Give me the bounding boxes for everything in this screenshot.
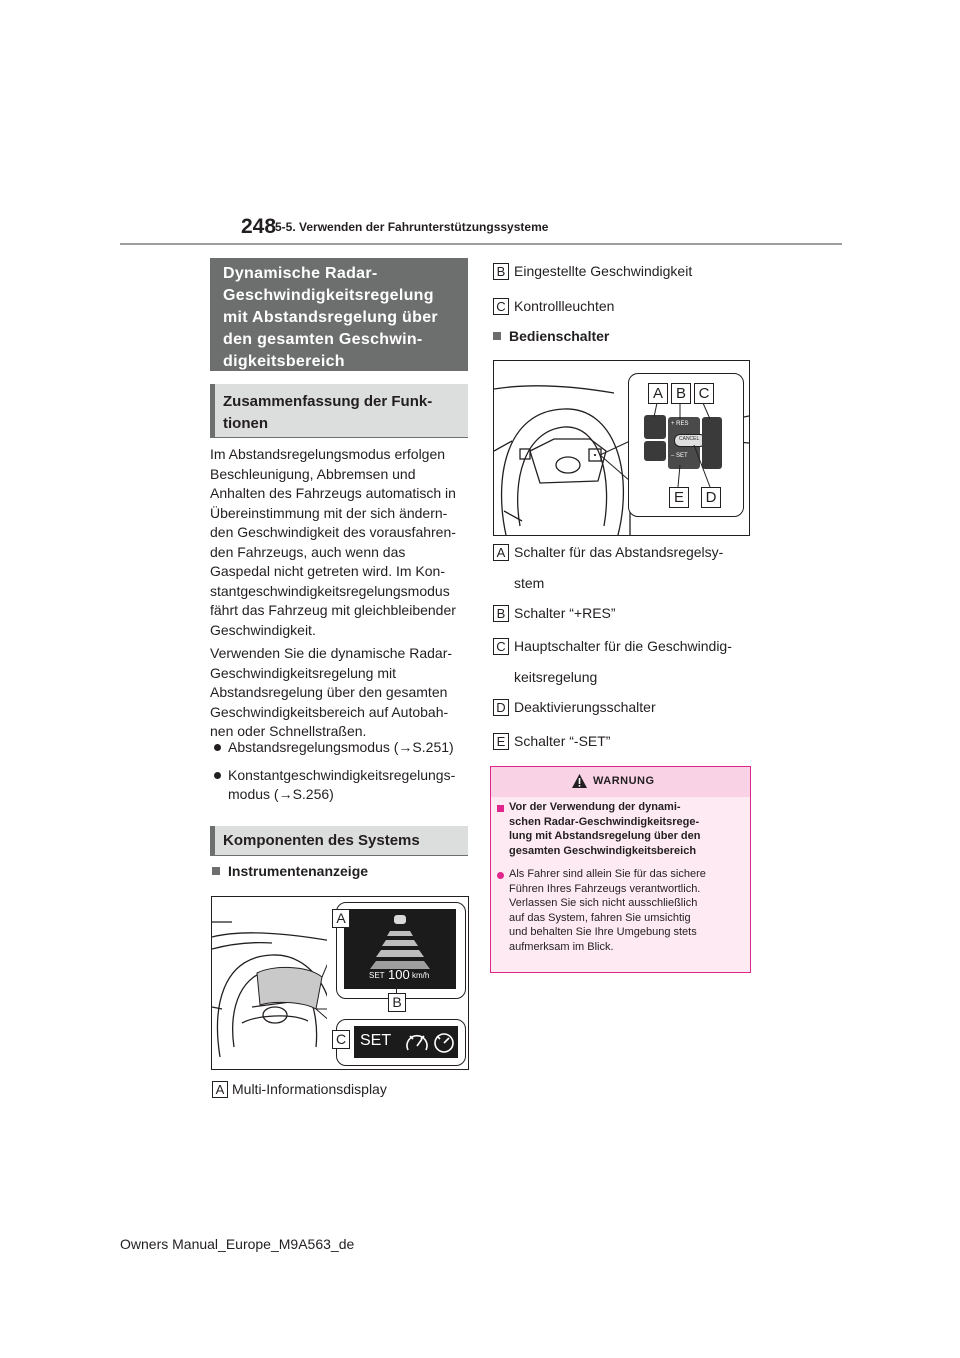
callout-tag-b: B <box>388 993 406 1012</box>
item-a-switch-text: Schalter für das Abstandsregelsy- <box>514 544 724 560</box>
item-c-switch-text: Hauptschalter für die Geschwindig- <box>514 638 732 654</box>
paragraph-line: Abstandsregelung über den gesamten <box>210 684 448 700</box>
paragraph-line: Im Abstandsregelungsmodus erfolgen <box>210 446 446 462</box>
res-label: + RES <box>671 421 689 427</box>
callout-tag-a: A <box>332 909 350 928</box>
item-c-text: Kontrollleuchten <box>514 298 615 314</box>
cancel-label: CANCEL <box>679 436 700 442</box>
callout-tag-c: C <box>332 1030 350 1049</box>
paragraph-line: Anhalten des Fahrzeugs automatisch in <box>210 485 456 501</box>
item-tag-b: B <box>493 605 509 622</box>
title-line: digkeitsbereich <box>223 353 345 370</box>
warning-bullet-icon <box>497 872 504 879</box>
heading-line: Komponenten des Systems <box>223 832 420 849</box>
square-bullet-icon <box>212 867 220 875</box>
warning-title: WARNUNG <box>593 775 655 787</box>
instrument-figure <box>211 896 469 1070</box>
cruise-indicator-icons <box>404 1030 456 1056</box>
footer-manual-id: Owners Manual_Europe_M9A563_de <box>120 1236 355 1252</box>
switch-tag-a: A <box>648 383 668 404</box>
warning-line: Verlassen Sie sich nicht ausschließlich <box>509 897 698 909</box>
switch-leader-lines <box>494 361 749 535</box>
item-b-text: Eingestellte Geschwindigkeit <box>514 263 693 279</box>
mid-display <box>344 909 456 989</box>
bullet-constant-mode-cont: modus (→S.256) <box>228 786 334 802</box>
item-tag-b: B <box>493 263 509 280</box>
switch-heading: Bedienschalter <box>509 328 610 344</box>
set-indicator: SET <box>360 1032 392 1049</box>
warning-heading-line: Vor der Verwendung der dynami- <box>509 801 681 813</box>
paragraph-line: nen oder Schnellstraßen. <box>210 723 367 739</box>
switch-tag-d: D <box>701 487 721 508</box>
warning-body <box>491 797 750 972</box>
indicator-display <box>354 1026 458 1058</box>
summary-heading <box>210 384 468 438</box>
chapter-title-box <box>210 258 468 371</box>
warning-square-icon <box>497 805 504 812</box>
warning-line: Als Fahrer sind allein Sie für das sichere <box>509 868 706 880</box>
bullet-icon <box>214 744 221 751</box>
item-tag-e: E <box>493 733 509 750</box>
paragraph-line: Beschleunigung, Abbremsen und <box>210 465 416 482</box>
item-tag-c: C <box>493 638 509 655</box>
warning-heading <box>509 800 701 858</box>
switch-tag-c: C <box>694 383 714 404</box>
item-a-text: Multi-Informationsdisplay <box>232 1081 387 1097</box>
title-line: den gesamten Geschwin- <box>223 331 423 348</box>
warning-line: Führen Ihres Fahrzeugs verantwortlich. <box>509 882 701 895</box>
switch-tag-e: E <box>669 487 689 508</box>
warning-text <box>509 867 706 954</box>
paragraph-line: Gaspedal nicht getreten wird. Im Kon- <box>210 563 446 579</box>
instrument-heading: Instrumentenanzeige <box>228 863 369 879</box>
warning-heading-line: gesamten Geschwindigkeitsbereich <box>509 844 697 857</box>
heading-line: tionen <box>223 415 268 432</box>
leader-line <box>396 983 397 993</box>
item-tag-d: D <box>493 699 509 716</box>
paragraph-line: fährt das Fahrzeug mit gleichbleibender <box>210 602 456 618</box>
speed-unit: km/h <box>412 971 430 980</box>
paragraph-line: Verwenden Sie die dynamische Radar- <box>210 645 453 661</box>
title-line: Geschwindigkeitsregelung <box>223 287 434 304</box>
paragraph-line: stantgeschwindigkeitsregelungsmodus <box>210 582 450 599</box>
title-line: Dynamische Radar- <box>223 265 378 282</box>
item-tag-a: A <box>493 544 509 561</box>
header-rule <box>120 243 842 245</box>
bullet-icon <box>214 772 221 779</box>
switch-figure <box>493 360 750 536</box>
bullet-distance-mode: Abstandsregelungsmodus (→S.251) <box>228 739 454 755</box>
warning-line: aufmerksam im Blick. <box>509 940 614 953</box>
paragraph-usage <box>210 644 472 742</box>
item-e-switch-text: Schalter “-SET” <box>514 733 611 749</box>
item-d-switch-text: Deaktivierungsschalter <box>514 699 656 715</box>
bullet-constant-mode: Konstantgeschwindigkeitsregelungs- <box>228 767 456 783</box>
title-line: mit Abstandsregelung über <box>223 309 438 326</box>
warning-heading-line: lung mit Abstandsregelung über den <box>509 830 701 842</box>
paragraph-line: den Geschwindigkeit des vorausfahren- <box>210 524 456 540</box>
set-switch-label: – SET <box>671 453 688 459</box>
paragraph-line: Geschwindigkeitsbereich auf Autobah- <box>210 703 449 720</box>
set-speed: 100 <box>388 967 410 982</box>
item-b-switch-text: Schalter “+RES” <box>514 605 616 621</box>
paragraph-summary <box>210 445 472 640</box>
warning-heading-line: schen Radar-Geschwindigkeitsrege- <box>509 815 700 828</box>
section-title: 5-5. Verwenden der Fahrunterstützungssysteme <box>275 220 549 234</box>
page-number: 248 <box>241 215 277 238</box>
warning-header <box>491 767 750 797</box>
warning-triangle-icon <box>571 773 588 789</box>
heading-line: Zusammenfassung der Funk- <box>223 393 433 410</box>
switch-tag-b: B <box>671 383 691 404</box>
item-tag-c: C <box>493 298 509 315</box>
paragraph-line: Geschwindigkeit. <box>210 621 316 638</box>
square-bullet-icon <box>493 332 501 340</box>
paragraph-line: Übereinstimmung mit der sich ändern- <box>210 504 448 521</box>
set-label: SET <box>369 971 385 980</box>
item-a-switch-text-cont: stem <box>514 575 545 591</box>
paragraph-line: den Fahrzeugs, auch wenn das <box>210 543 406 560</box>
warning-line: auf das System, fahren Sie umsichtig <box>509 911 691 924</box>
item-c-switch-text-cont: keitsregelung <box>514 669 598 685</box>
paragraph-line: Geschwindigkeitsregelung mit <box>210 664 396 681</box>
warning-line: und behalten Sie Ihre Umgebung stets <box>509 926 697 938</box>
components-heading <box>210 826 468 856</box>
warning-box <box>490 766 751 973</box>
item-tag-a: A <box>212 1081 228 1098</box>
